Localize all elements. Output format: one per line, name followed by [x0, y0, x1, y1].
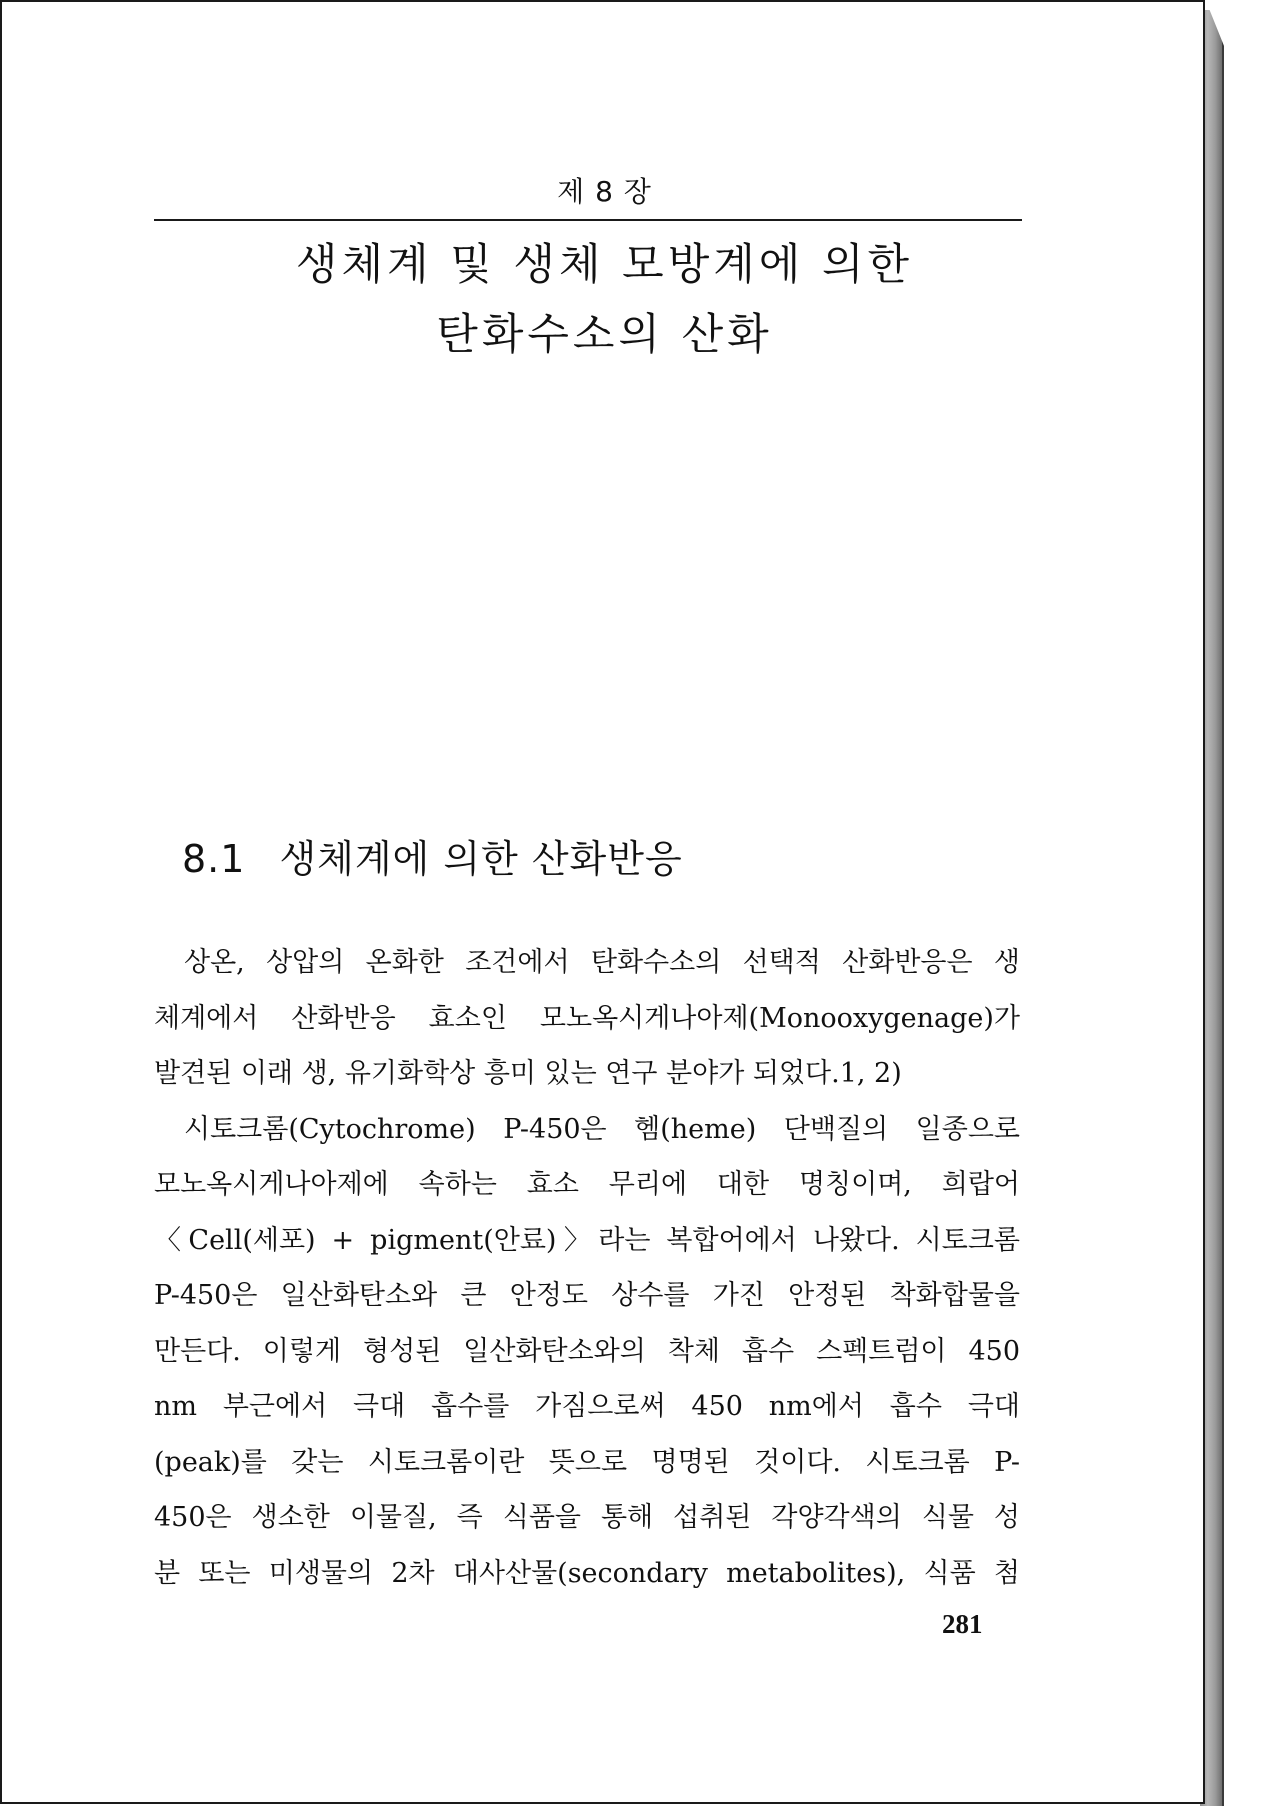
section-number: 8.1 [182, 837, 246, 881]
body-line: nm 부근에서 극대 흡수를 가짐으로써 450 nm에서 흡수 극대 [154, 1391, 1020, 1422]
body-line: 시토크롬(Cytochrome) P-450은 헴(heme) 단백질의 일종으로 [184, 1113, 1020, 1145]
body-line: 체계에서 산화반응 효소인 모노옥시게나아제(Monooxygenage)가 [154, 1002, 1020, 1034]
body-line: 분 또는 미생물의 2차 대사산물(secondary metabolites), 식품 첨 [154, 1557, 1020, 1589]
body-text [154, 935, 1020, 1601]
body-line: 발견된 이래 생, 유기화학상 흥미 있는 연구 분야가 되었다.1, 2) [154, 1058, 902, 1089]
body-line: P-450은 일산화탄소와 큰 안정도 상수를 가진 안정된 착화합물을 [154, 1280, 1020, 1311]
page-number: 281 [942, 1609, 983, 1639]
chapter-title [2, 230, 1207, 370]
body-line: 〈Cell(세포) + pigment(안료)〉라는 복합어에서 나왔다. 시토크롬 [154, 1224, 1020, 1256]
body-line: (peak)를 갖는 시토크롬이란 뜻으로 명명된 것이다. 시토크롬 P- [154, 1446, 1020, 1478]
body-line: 만든다. 이렇게 형성된 일산화탄소와의 착체 흡수 스펙트럼이 450 [154, 1335, 1020, 1367]
body-line: 450은 생소한 이물질, 즉 식품을 통해 섭취된 각양각색의 식물 성 [154, 1502, 1020, 1533]
body-line: 모노옥시게나아제에 속하는 효소 무리에 대한 명칭이며, 희랍어 [154, 1169, 1020, 1200]
body-line: 상온, 상압의 온화한 조건에서 탄화수소의 선택적 산화반응은 생 [184, 947, 1020, 978]
section-title: 생체계에 의한 산화반응 [279, 837, 683, 881]
chapter-title-line-1: 생체계 및 생체 모방계에 의한 [295, 240, 914, 290]
chapter-rule [154, 219, 1022, 221]
chapter-label: 제 8 장 [557, 175, 652, 208]
chapter-title-line-2: 탄화수소의 산화 [436, 310, 773, 360]
section-heading [182, 828, 683, 883]
